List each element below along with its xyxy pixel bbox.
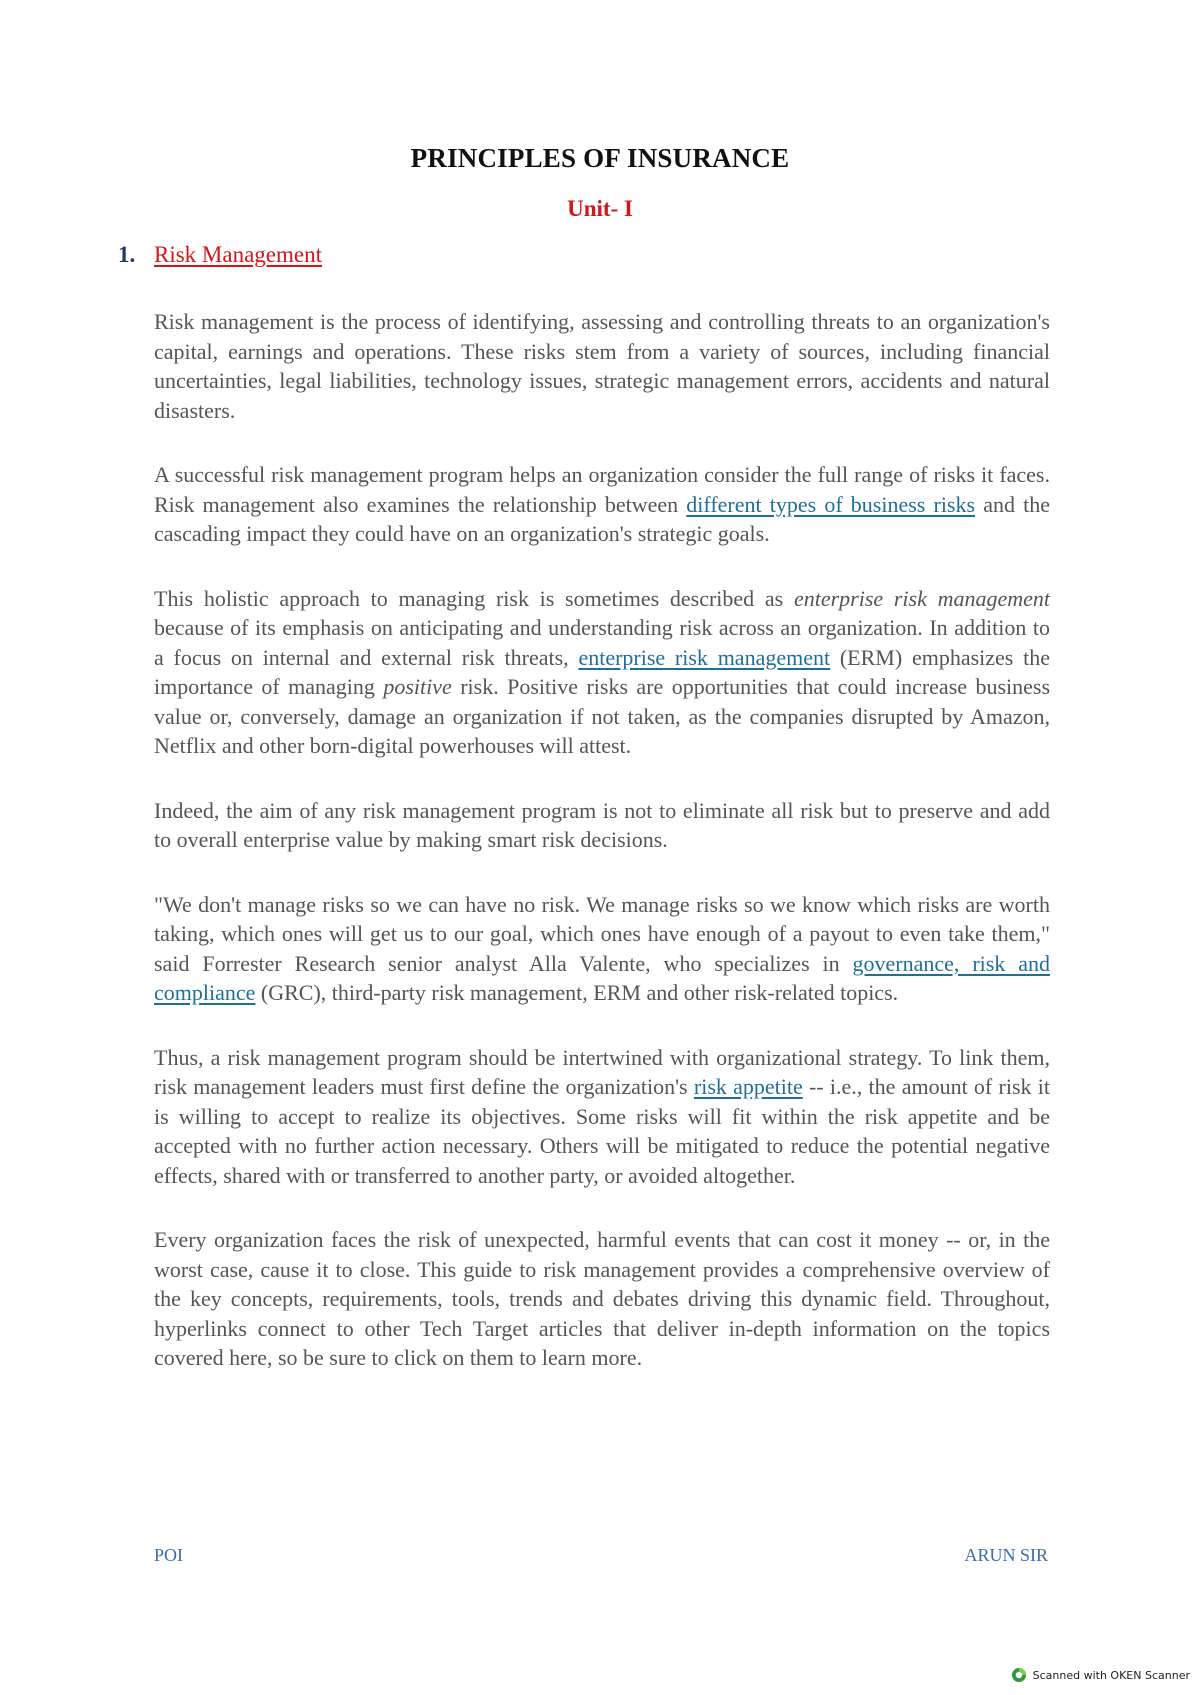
paragraph-text: Indeed, the aim of any risk management program is not to eliminate all risk but to preserve and add to overall enterprise value by making smart risk decisions. [154,797,1050,852]
hyperlink[interactable]: different types of business risks [686,491,976,517]
body-paragraph [154,584,1050,761]
emphasis-text: positive [383,674,452,699]
scanner-watermark [1011,1667,1190,1683]
section-heading [118,242,322,268]
hyperlink[interactable]: risk appetite [693,1074,803,1099]
paragraph-text: -- i.e., the amount of risk it is willing to accept to realize its objectives. Some risks will fit within the risk appetite and be accepted with no further action necessary. Others will be mitigated to reduce the potential negative effects, shared with or transferred to another party, or avoided altogether. [154,1074,1050,1188]
footer-left-label: POI [154,1545,184,1565]
emphasis-text: enterprise risk management [793,585,1050,611]
paragraph-text: This holistic approach to managing risk is sometimes described as [154,585,794,611]
body-paragraph [154,1225,1050,1373]
paragraph-text: (ERM) emphasizes the importance of managing [154,644,1050,699]
body-paragraph [154,307,1050,425]
body-paragraph [154,890,1050,1008]
body-paragraph [154,796,1050,855]
document-title: PRINCIPLES OF INSURANCE [410,143,790,173]
section-title: Risk Management [154,242,322,267]
scanner-badge-text: Scanned with OKEN Scanner [1032,1668,1190,1682]
body-text [154,307,1050,1408]
body-paragraph [154,1043,1050,1191]
paragraph-text: A successful risk management program helps an organization consider the full range of risks it faces. Risk management also examines the relationship between [154,462,1050,517]
hyperlink[interactable]: governance, risk and compliance [154,950,1050,1005]
unit-subtitle: Unit- I [567,196,633,221]
scanner-logo-icon [1011,1667,1027,1683]
hyperlink[interactable]: enterprise risk management [578,644,831,670]
paragraph-text: Risk management is the process of identifying, assessing and controlling threats to an organization's capital, earnings and operations. These risks stem from a variety of sources, including financial uncertainties, legal liabilities, technology issues, strategic management errors, accidents and natural disasters. [154,309,1050,423]
body-paragraph [154,460,1050,549]
footer-right-label: ARUN SIR [964,1545,1048,1565]
paragraph-text: (GRC), third-party risk management, ERM and other risk-related topics. [255,980,899,1005]
paragraph-text: and the cascading impact they could have on an organization's strategic goals. [154,491,1050,546]
paragraph-text: Thus, a risk management program should be intertwined with organizational strategy. To link them, risk management leaders must first define the organization's [154,1044,1050,1099]
paragraph-text: "We don't manage risks so we can have no risk. We manage risks so we know which risks are worth taking, which ones will get us to our goal, which ones have enough of a payout to even take them," said Forrester Research senior analyst Alla Valente, who specializes in [154,891,1050,976]
section-number: 1. [118,242,136,267]
paragraph-text: because of its emphasis on anticipating and understanding risk across an organization. In addition to a focus on internal and external risk threats, [154,615,1050,670]
paragraph-text: Every organization faces the risk of unexpected, harmful events that can cost it money -- or, in the worst case, cause it to close. This guide to risk management provides a comprehensive overview of the key concepts, requirements, tools, trends and debates driving this dynamic field. Throughout, hyperlinks connect to other Tech Target articles that deliver in-depth information on the topics covered here, so be sure to click on them to learn more. [154,1227,1050,1370]
paragraph-text: risk. Positive risks are opportunities that could increase business value or, conversely, damage an organization if not taken, as the companies disrupted by Amazon, Netflix and other born-digital powerhouses will attest. [154,674,1051,758]
